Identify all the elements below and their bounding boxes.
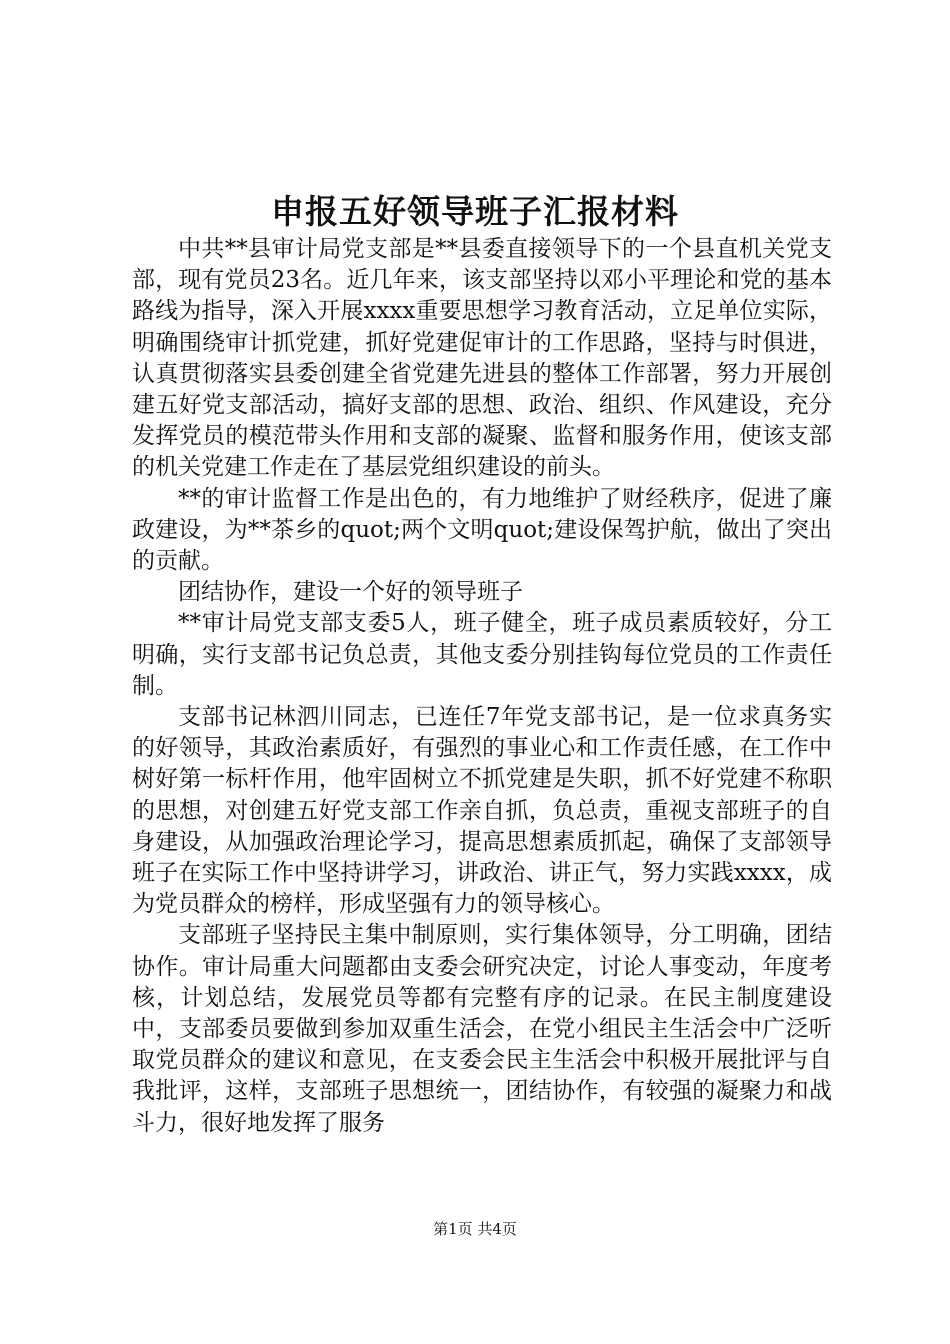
section-heading: 团结协作，建设一个好的领导班子 bbox=[178, 579, 523, 606]
document-title: 申报五好领导班子汇报材料 bbox=[271, 192, 679, 231]
document-body bbox=[132, 234, 832, 1139]
paragraph-secretary: 支部书记林泗川同志，已连任7年党支部书记，是一位求真务实的好领导，其政治素质好，有强烈的事业心和工作责任感，在工作中树好第一标杆作用，他牢固树立不抓党建是失职，抓不好党建不称职的思想，对创建五好党支部工作亲自抓，负总责，重视支部班子的自身建设，从加强政治理论学习，提高思想素质抓起，确保了支部领导班子在实际工作中坚持讲学习，讲政治、讲正气，努力实践xxxx，成为党员群众的榜样，形成坚强有力的领导核心。 bbox=[132, 704, 832, 918]
paragraph-committee: **审计局党支部支委5人，班子健全，班子成员素质较好，分工明确，实行支部书记负总责，其他支委分别挂钩每位党员的工作责任制。 bbox=[132, 610, 832, 699]
page-number-footer: 第1页 共4页 bbox=[433, 1220, 517, 1238]
paragraph-democracy: 支部班子坚持民主集中制原则，实行集体领导，分工明确，团结协作。审计局重大问题都由支委会研究决定，讨论人事变动，年度考核，计划总结，发展党员等都有完整有序的记录。在民主制度建设中，支部委员要做到参加双重生活会，在党小组民主生活会中广泛听取党员群众的建议和意见，在支委会民主生活会中积极开展批评与自我批评，这样，支部班子思想统一，团结协作，有较强的凝聚力和战斗力，很好地发挥了服务 bbox=[132, 922, 832, 1136]
paragraph-intro: 中共**县审计局党支部是**县委直接领导下的一个县直机关党支部，现有党员23名。近几年来，该支部坚持以邓小平理论和党的基本路线为指导，深入开展xxxx重要思想学习教育活动，立足单位实际，明确围绕审计抓党建，抓好党建促审计的工作思路，坚持与时俱进，认真贯彻落实县委创建全省党建先进县的整体工作部署，努力开展创建五好党支部活动，搞好支部的思想、政治、组织、作风建设，充分发挥党员的模范带头作用和支部的凝聚、监督和服务作用，使该支部的机关党建工作走在了基层党组织建设的前头。 bbox=[132, 236, 832, 481]
paragraph-audit-work: **的审计监督工作是出色的，有力地维护了财经秩序，促进了廉政建设，为**茶乡的quot;两个文明quot;建设保驾护航，做出了突出的贡献。 bbox=[132, 485, 832, 575]
